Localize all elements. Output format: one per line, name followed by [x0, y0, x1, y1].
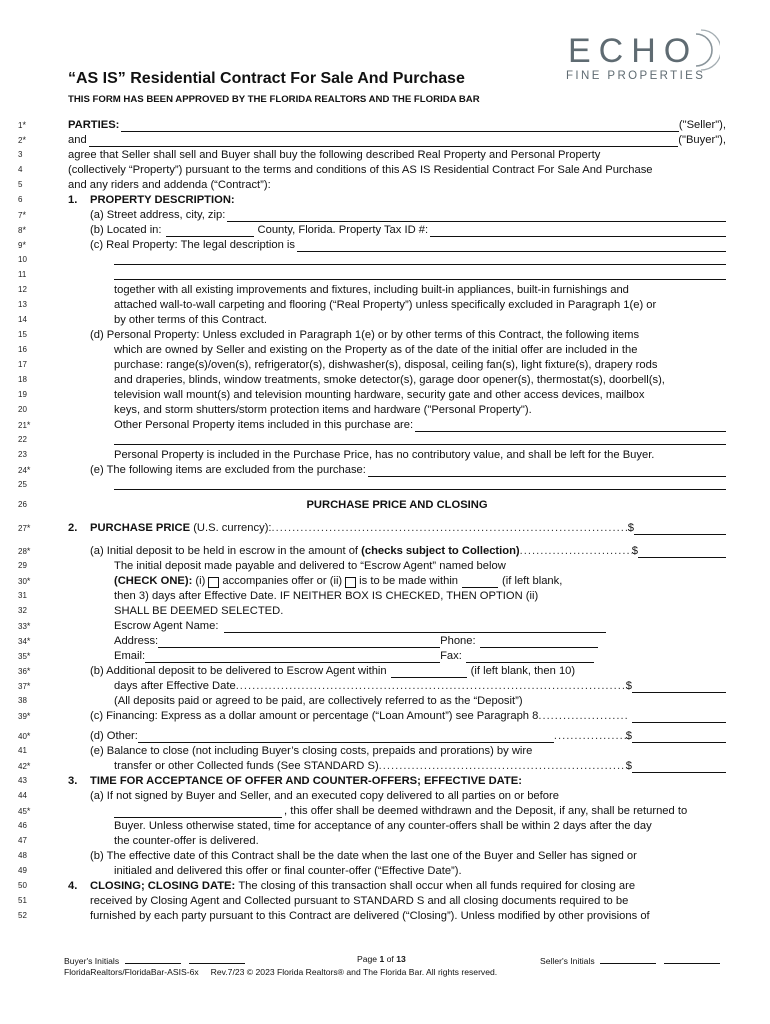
- purchase-price-heading: PURCHASE PRICE AND CLOSING: [306, 499, 488, 511]
- footer-initials-row: [64, 954, 728, 966]
- line-48: 48 (b) The effective date of this Contract shall be the date when the last one of the Buyer and Seller has signed or: [18, 850, 637, 862]
- line-20: 20 keys, and storm shutters/storm protection items and hardware ("Personal Property").: [18, 404, 532, 416]
- footer-copyright-row: [64, 967, 728, 977]
- echo-logo: [560, 28, 720, 88]
- escrow-phone-field[interactable]: [480, 636, 598, 648]
- line-16: 16 which are owned by Seller and existing on the Property as of the date of the initial offer are included in the: [18, 344, 638, 356]
- line-29: 29 The initial deposit made payable and delivered to “Escrow Agent” named below: [18, 560, 506, 572]
- line-52: 52 furnished by each party pursuant to this Contract are delivered (“Closing”). Unless modified by other provisions of: [18, 910, 650, 922]
- line-8: 8* (b) Located in: County, Florida. Property Tax ID #:: [0, 223, 770, 237]
- line-39: 39* (c) Financing: Express as a dollar amount or percentage (“Loan Amount”) see Paragraph 8 .....: [0, 709, 770, 723]
- line-6: 6 1. PROPERTY DESCRIPTION:: [18, 194, 235, 206]
- line-49: 49 initialed and delivered this offer or final counter-offer (“Effective Date”).: [18, 865, 462, 877]
- legal-description-field[interactable]: [297, 240, 726, 252]
- seller-initials-group: [540, 954, 720, 966]
- line-7: 7* (a) Street address, city, zip:: [0, 208, 770, 222]
- line-5: 5 and any riders and addenda (“Contract”):: [18, 179, 271, 191]
- line-43: 43 3. TIME FOR ACCEPTANCE OF OFFER AND COUNTER-OFFERS; EFFECTIVE DATE:: [18, 775, 522, 787]
- additional-deposit-field[interactable]: [632, 681, 726, 693]
- line-21: 21* Other Personal Property items included in this purchase are:: [0, 418, 770, 432]
- other-personal-property-field[interactable]: [415, 420, 726, 432]
- line-46: 46 Buyer. Unless otherwise stated, time for acceptance of any counter-offers shall be within 2 days after the day: [18, 820, 652, 832]
- line-34: 34* Address: Phone:: [0, 634, 770, 648]
- line-35: 35* Email: Fax:: [0, 649, 770, 663]
- logo-subtitle: FINE PROPERTIES: [566, 70, 706, 82]
- approval-notice: THIS FORM HAS BEEN APPROVED BY THE FLORIDA REALTORS AND THE FLORIDA BAR: [68, 94, 480, 105]
- excluded-items-field-2[interactable]: [114, 478, 726, 490]
- option-i-checkbox[interactable]: [208, 577, 219, 588]
- line-23: 23 Personal Property is included in the Purchase Price, has no contributory value, and shall be left for the Buyer.: [18, 449, 655, 461]
- line-number: 1*: [18, 120, 26, 130]
- escrow-address-field[interactable]: [158, 636, 440, 648]
- legal-description-field-2[interactable]: [114, 253, 726, 265]
- section-heading: TIME FOR ACCEPTANCE OF OFFER AND COUNTER-OFFERS; EFFECTIVE DATE:: [90, 775, 522, 787]
- line-25: 25: [0, 478, 770, 492]
- logo-arcs-icon: [678, 28, 720, 72]
- line-40: 40* (d) Other: ..... $: [0, 729, 770, 743]
- buyer-name-field[interactable]: [89, 135, 679, 147]
- excluded-items-field[interactable]: [368, 465, 726, 477]
- line-31: 31 then 3) days after Effective Date. IF NEITHER BOX IS CHECKED, THEN OPTION (ii): [18, 590, 539, 602]
- line-47: 47 the counter-offer is delivered.: [18, 835, 259, 847]
- buyer-initials-label: Buyer's Initials: [64, 956, 120, 966]
- line-10: 10: [0, 253, 770, 267]
- days-field[interactable]: [462, 576, 498, 588]
- seller-initials-label: Seller's Initials: [540, 956, 595, 966]
- line-18: 18 and draperies, blinds, window treatments, smoke detector(s), garage door opener(s), thermostat(s), doorbell(s),: [18, 374, 665, 386]
- line-51: 51 received by Closing Agent and Collected pursuant to STANDARD S and all closing documents required to be: [18, 895, 629, 907]
- other-description-field[interactable]: [138, 731, 554, 743]
- additional-deposit-days-field[interactable]: [391, 666, 467, 678]
- line-42: 42* transfer or other Collected funds (See STANDARD S) ..... $: [0, 759, 770, 773]
- line-50: 50 4. CLOSING; CLOSING DATE: The closing of this transaction shall occur when all funds required for closing are: [18, 880, 636, 892]
- line-12: 12 together with all existing improvements and fixtures, including built-in appliances, built-in furnishings and: [18, 284, 629, 296]
- purchase-price-field[interactable]: [634, 523, 726, 535]
- form-id: FloridaRealtors/FloridaBar-ASIS-6x: [64, 967, 199, 977]
- seller-name-field[interactable]: [121, 120, 679, 132]
- line-37: 37* days after Effective Date ..... $: [0, 679, 770, 693]
- line-9: 9* (c) Real Property: The legal description is: [0, 238, 770, 252]
- line-14: 14 by other terms of this Contract.: [18, 314, 267, 326]
- balance-to-close-field[interactable]: [632, 761, 726, 773]
- line-26: 26 PURCHASE PRICE AND CLOSING: [0, 498, 770, 512]
- escrow-email-field[interactable]: [145, 651, 440, 663]
- county-field[interactable]: [166, 225, 254, 237]
- escrow-agent-name-field[interactable]: [224, 621, 606, 633]
- line-19: 19 television wall mount(s) and television mounting hardware, security gate and other access devices, mailbox: [18, 389, 645, 401]
- line-22: 22: [0, 433, 770, 447]
- parties-label: PARTIES:: [68, 119, 120, 131]
- section-heading: PROPERTY DESCRIPTION:: [90, 194, 235, 206]
- legal-description-field-3[interactable]: [114, 268, 726, 280]
- line-30: 30* (CHECK ONE): (i) accompanies offer or (ii) is to be made within (if left blank,: [18, 575, 563, 587]
- line-45: 45* , this offer shall be deemed withdrawn and the Deposit, if any, shall be returned to: [18, 805, 688, 817]
- line-1: [0, 118, 770, 132]
- line-32: 32 SHALL BE DEEMED SELECTED.: [18, 605, 284, 617]
- line-38: 38 (All deposits paid or agreed to be paid, are collectively referred to as the “Deposit”): [18, 695, 523, 707]
- tax-id-field[interactable]: [430, 225, 726, 237]
- seller-initials-field-1[interactable]: [600, 954, 656, 964]
- other-amount-field[interactable]: [632, 731, 726, 743]
- buyer-tag: ("Buyer"),: [678, 134, 726, 146]
- escrow-fax-field[interactable]: [466, 651, 594, 663]
- seller-initials-field-2[interactable]: [664, 954, 720, 964]
- line-15: 15 (d) Personal Property: Unless excluded in Paragraph 1(e) or by other terms of this Contract, the following items: [18, 329, 640, 341]
- page-indicator: Page 1 of 13: [357, 954, 406, 964]
- initial-deposit-field[interactable]: [638, 546, 726, 558]
- loan-amount-field[interactable]: [632, 711, 726, 723]
- logo-word: ECHO: [568, 32, 699, 70]
- other-personal-property-field-2[interactable]: [114, 433, 726, 445]
- line-17: 17 purchase: range(s)/oven(s), refrigerator(s), dishwasher(s), disposal, ceiling fan(s), light fixture(s), drapery rods: [18, 359, 658, 371]
- copyright: Rev.7/23 © 2023 Florida Realtors® and The Florida Bar. All rights reserved.: [210, 967, 498, 977]
- contract-title: “AS IS” Residential Contract For Sale And Purchase: [68, 70, 465, 87]
- buyer-initials-field-1[interactable]: [125, 954, 181, 964]
- line-44: 44 (a) If not signed by Buyer and Seller, and an executed copy delivered to all parties on or before: [18, 790, 559, 802]
- line-27: 27* 2. PURCHASE PRICE (U.S. currency): ..... $: [0, 521, 770, 535]
- line-41: 41 (e) Balance to close (not including Buyer’s closing costs, prepaids and prorations) by wire: [18, 745, 533, 757]
- seller-tag: ("Seller"),: [678, 119, 726, 131]
- option-ii-checkbox[interactable]: [345, 577, 356, 588]
- street-address-field[interactable]: [227, 210, 726, 222]
- line-28: 28* (a) Initial deposit to be held in escrow in the amount of (checks subject to Collection) ..... $: [0, 544, 770, 558]
- buyer-initials-field-2[interactable]: [189, 954, 245, 964]
- line-11: 11: [0, 268, 770, 282]
- line-2: 2* and ("Buyer"),: [18, 134, 726, 146]
- line-3: 3 agree that Seller shall sell and Buyer shall buy the following described Real Property and Personal Property: [18, 149, 601, 161]
- line-13: 13 attached wall-to-wall carpeting and flooring (“Real Property”) unless specifically excluded in Paragraph 1(e) or: [18, 299, 657, 311]
- acceptance-deadline-field[interactable]: [114, 806, 282, 818]
- line-24: 24* (e) The following items are excluded from the purchase:: [0, 463, 770, 477]
- line-36: 36* (b) Additional deposit to be delivered to Escrow Agent within (if left blank, then 10): [18, 665, 576, 677]
- line-4: 4 (collectively “Property”) pursuant to the terms and conditions of this AS IS Residential Contract For Sale And Purchase: [18, 164, 653, 176]
- line-33: 33* Escrow Agent Name:: [0, 619, 770, 633]
